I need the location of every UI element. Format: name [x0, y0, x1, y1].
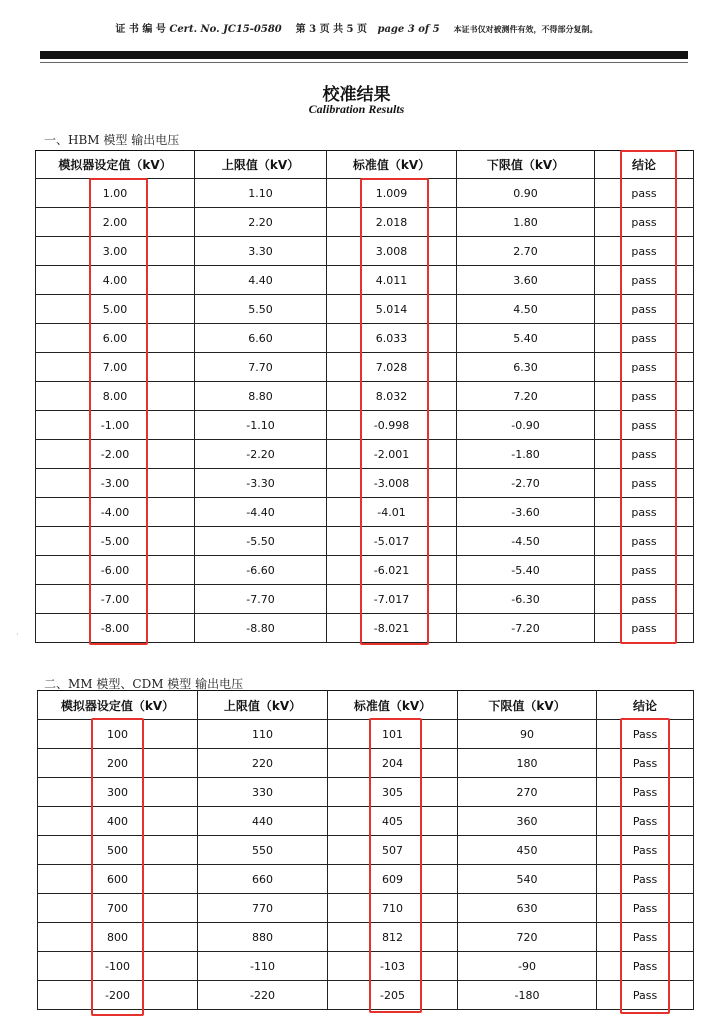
setpoint-cell: 700: [38, 894, 198, 923]
conclusion-cell: Pass: [597, 720, 694, 749]
conclusion-cell: pass: [595, 585, 694, 614]
setpoint-cell: -200: [38, 981, 198, 1010]
upper-limit-cell: 8.80: [195, 382, 327, 411]
conclusion-cell: pass: [595, 295, 694, 324]
setpoint-cell: 500: [38, 836, 198, 865]
table-row: [36, 382, 694, 411]
conclusion-cell: Pass: [597, 981, 694, 1010]
table-row: [38, 952, 694, 981]
lower-limit-cell: -4.50: [457, 527, 595, 556]
standard-cell: -0.998: [327, 411, 457, 440]
upper-limit-cell: 5.50: [195, 295, 327, 324]
table-row: [36, 527, 694, 556]
column-header-lower-limit: 下限值（kV）: [457, 151, 595, 179]
upper-limit-cell: 880: [198, 923, 328, 952]
column-header-setpoint: 模拟器设定值（kV）: [38, 691, 198, 720]
table-row: [36, 353, 694, 382]
page-title-cn: 校准结果: [322, 85, 391, 105]
lower-limit-cell: 540: [458, 865, 597, 894]
lower-limit-cell: 180: [458, 749, 597, 778]
lower-limit-cell: -1.80: [457, 440, 595, 469]
table-row: [36, 585, 694, 614]
lower-limit-cell: 7.20: [457, 382, 595, 411]
standard-cell: -7.017: [327, 585, 457, 614]
lower-limit-cell: 5.40: [457, 324, 595, 353]
lower-limit-cell: 630: [458, 894, 597, 923]
table-row: [38, 865, 694, 894]
upper-limit-cell: -110: [198, 952, 328, 981]
page-indicator-cn: 第 3 页 共 5 页: [295, 24, 367, 35]
standard-cell: 8.032: [327, 382, 457, 411]
setpoint-cell: -3.00: [36, 469, 195, 498]
lower-limit-cell: -90: [458, 952, 597, 981]
setpoint-cell: 800: [38, 923, 198, 952]
page-indicator-en: page 3 of 5: [377, 24, 440, 35]
upper-limit-cell: 4.40: [195, 266, 327, 295]
standard-cell: -3.008: [327, 469, 457, 498]
table-row: [38, 981, 694, 1010]
table-row: [38, 778, 694, 807]
lower-limit-cell: -180: [458, 981, 597, 1010]
cert-number: JC15-0580: [223, 24, 282, 35]
table-row: [36, 469, 694, 498]
table-row: [38, 836, 694, 865]
setpoint-cell: 1.00: [36, 179, 195, 208]
column-header-setpoint: 模拟器设定值（kV）: [36, 151, 195, 179]
scan-mark: ·: [16, 630, 19, 639]
lower-limit-cell: 3.60: [457, 266, 595, 295]
hbm-results-table: [35, 150, 694, 643]
conclusion-cell: pass: [595, 266, 694, 295]
table-row: [38, 807, 694, 836]
standard-cell: -8.021: [327, 614, 457, 643]
standard-cell: 812: [328, 923, 458, 952]
lower-limit-cell: -2.70: [457, 469, 595, 498]
table-row: [38, 720, 694, 749]
conclusion-cell: pass: [595, 382, 694, 411]
lower-limit-cell: 720: [458, 923, 597, 952]
conclusion-cell: pass: [595, 324, 694, 353]
conclusion-cell: pass: [595, 469, 694, 498]
certificate-note: 本证书仅对被测件有效，不得部分复制。: [453, 24, 598, 34]
standard-cell: -4.01: [327, 498, 457, 527]
upper-limit-cell: 1.10: [195, 179, 327, 208]
header-rule-thick: [40, 51, 688, 59]
setpoint-cell: 7.00: [36, 353, 195, 382]
lower-limit-cell: -6.30: [457, 585, 595, 614]
conclusion-cell: Pass: [597, 749, 694, 778]
upper-limit-cell: 2.20: [195, 208, 327, 237]
upper-limit-cell: -220: [198, 981, 328, 1010]
standard-cell: 710: [328, 894, 458, 923]
cert-number-label-en: Cert. No.: [169, 24, 220, 35]
setpoint-cell: 100: [38, 720, 198, 749]
standard-cell: 2.018: [327, 208, 457, 237]
upper-limit-cell: -3.30: [195, 469, 327, 498]
table-row: [36, 614, 694, 643]
upper-limit-cell: -4.40: [195, 498, 327, 527]
upper-limit-cell: -8.80: [195, 614, 327, 643]
page-title-en: Calibration Results: [308, 102, 405, 116]
lower-limit-cell: 90: [458, 720, 597, 749]
setpoint-cell: 5.00: [36, 295, 195, 324]
setpoint-cell: 6.00: [36, 324, 195, 353]
table-row: [36, 440, 694, 469]
lower-limit-cell: 4.50: [457, 295, 595, 324]
certificate-header: [0, 20, 713, 35]
column-header-upper-limit: 上限值（kV）: [198, 691, 328, 720]
conclusion-cell: pass: [595, 179, 694, 208]
column-header-lower-limit: 下限值（kV）: [458, 691, 597, 720]
upper-limit-cell: -6.60: [195, 556, 327, 585]
lower-limit-cell: -3.60: [457, 498, 595, 527]
conclusion-cell: pass: [595, 237, 694, 266]
upper-limit-cell: 220: [198, 749, 328, 778]
lower-limit-cell: -7.20: [457, 614, 595, 643]
lower-limit-cell: 0.90: [457, 179, 595, 208]
standard-cell: 6.033: [327, 324, 457, 353]
mm-cdm-results-table: [37, 690, 694, 1010]
upper-limit-cell: -1.10: [195, 411, 327, 440]
conclusion-cell: Pass: [597, 894, 694, 923]
conclusion-cell: Pass: [597, 865, 694, 894]
column-header-upper-limit: 上限值（kV）: [195, 151, 327, 179]
conclusion-cell: pass: [595, 411, 694, 440]
upper-limit-cell: 7.70: [195, 353, 327, 382]
lower-limit-cell: 450: [458, 836, 597, 865]
standard-cell: 305: [328, 778, 458, 807]
setpoint-cell: 300: [38, 778, 198, 807]
column-header-standard: 标准值（kV）: [328, 691, 458, 720]
lower-limit-cell: -5.40: [457, 556, 595, 585]
conclusion-cell: pass: [595, 556, 694, 585]
upper-limit-cell: 3.30: [195, 237, 327, 266]
lower-limit-cell: 1.80: [457, 208, 595, 237]
table-row: [38, 894, 694, 923]
standard-cell: 507: [328, 836, 458, 865]
table-row: [36, 295, 694, 324]
section1-title: 一、HBM 模型 输出电压: [44, 133, 180, 147]
table-row: [38, 923, 694, 952]
upper-limit-cell: 6.60: [195, 324, 327, 353]
upper-limit-cell: 550: [198, 836, 328, 865]
setpoint-cell: 4.00: [36, 266, 195, 295]
column-header-conclusion: 结论: [595, 151, 694, 179]
setpoint-cell: 2.00: [36, 208, 195, 237]
standard-cell: -103: [328, 952, 458, 981]
lower-limit-cell: -0.90: [457, 411, 595, 440]
setpoint-cell: 3.00: [36, 237, 195, 266]
setpoint-cell: -7.00: [36, 585, 195, 614]
setpoint-cell: 200: [38, 749, 198, 778]
setpoint-cell: -1.00: [36, 411, 195, 440]
standard-cell: 204: [328, 749, 458, 778]
standard-cell: 7.028: [327, 353, 457, 382]
table-row: [38, 749, 694, 778]
column-header-conclusion: 结论: [597, 691, 694, 720]
setpoint-cell: 600: [38, 865, 198, 894]
table-row: [36, 208, 694, 237]
standard-cell: 1.009: [327, 179, 457, 208]
cert-number-label-cn: 证 书 编 号: [115, 24, 166, 35]
conclusion-cell: Pass: [597, 778, 694, 807]
upper-limit-cell: 440: [198, 807, 328, 836]
upper-limit-cell: 110: [198, 720, 328, 749]
table-row: [36, 179, 694, 208]
standard-cell: -2.001: [327, 440, 457, 469]
table-row: [36, 411, 694, 440]
conclusion-cell: pass: [595, 527, 694, 556]
table-row: [36, 266, 694, 295]
table-row: [36, 324, 694, 353]
upper-limit-cell: -5.50: [195, 527, 327, 556]
table-row: [36, 556, 694, 585]
lower-limit-cell: 270: [458, 778, 597, 807]
standard-cell: 609: [328, 865, 458, 894]
conclusion-cell: Pass: [597, 807, 694, 836]
standard-cell: 101: [328, 720, 458, 749]
upper-limit-cell: 660: [198, 865, 328, 894]
upper-limit-cell: 330: [198, 778, 328, 807]
setpoint-cell: -2.00: [36, 440, 195, 469]
standard-cell: 5.014: [327, 295, 457, 324]
upper-limit-cell: -7.70: [195, 585, 327, 614]
header-rule-thin: [40, 62, 688, 63]
conclusion-cell: Pass: [597, 923, 694, 952]
table-row: [36, 237, 694, 266]
setpoint-cell: -8.00: [36, 614, 195, 643]
setpoint-cell: -5.00: [36, 527, 195, 556]
conclusion-cell: pass: [595, 498, 694, 527]
conclusion-cell: pass: [595, 353, 694, 382]
standard-cell: 405: [328, 807, 458, 836]
lower-limit-cell: 360: [458, 807, 597, 836]
section2-title: 二、MM 模型、CDM 模型 输出电压: [44, 677, 244, 691]
standard-cell: -6.021: [327, 556, 457, 585]
setpoint-cell: -6.00: [36, 556, 195, 585]
setpoint-cell: 400: [38, 807, 198, 836]
standard-cell: -205: [328, 981, 458, 1010]
conclusion-cell: pass: [595, 440, 694, 469]
table-row: [36, 498, 694, 527]
conclusion-cell: pass: [595, 208, 694, 237]
standard-cell: 4.011: [327, 266, 457, 295]
setpoint-cell: 8.00: [36, 382, 195, 411]
upper-limit-cell: -2.20: [195, 440, 327, 469]
standard-cell: -5.017: [327, 527, 457, 556]
lower-limit-cell: 6.30: [457, 353, 595, 382]
setpoint-cell: -4.00: [36, 498, 195, 527]
lower-limit-cell: 2.70: [457, 237, 595, 266]
setpoint-cell: -100: [38, 952, 198, 981]
column-header-standard: 标准值（kV）: [327, 151, 457, 179]
standard-cell: 3.008: [327, 237, 457, 266]
conclusion-cell: Pass: [597, 836, 694, 865]
upper-limit-cell: 770: [198, 894, 328, 923]
conclusion-cell: pass: [595, 614, 694, 643]
conclusion-cell: Pass: [597, 952, 694, 981]
